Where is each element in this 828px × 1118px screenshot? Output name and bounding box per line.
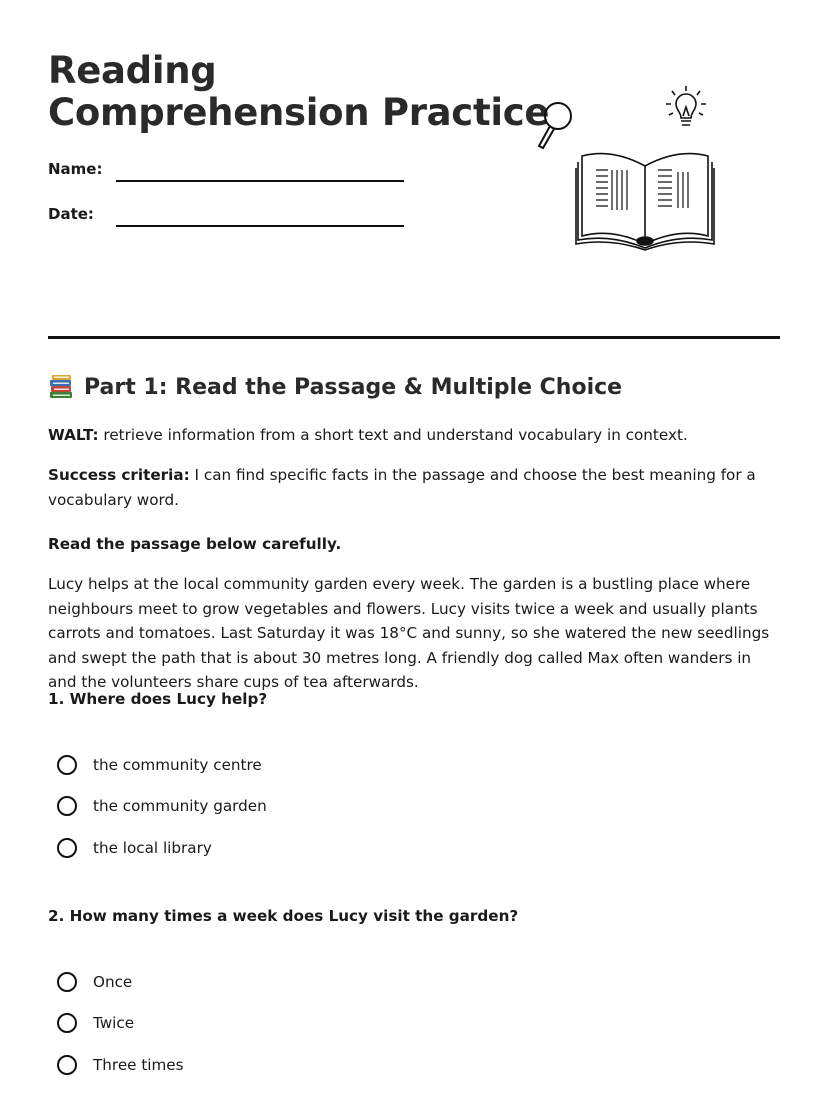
walt-label: WALT: [48, 426, 99, 444]
open-book-icon [576, 154, 714, 250]
title-line-2: Comprehension Practice [48, 91, 550, 134]
magnifying-glass-icon [539, 103, 571, 148]
q2-option-2[interactable] [57, 1010, 134, 1036]
date-input-line[interactable] [116, 225, 404, 227]
radio-button[interactable] [57, 796, 77, 816]
option-label: Once [93, 973, 133, 991]
radio-button[interactable] [57, 1013, 77, 1033]
page-title [48, 50, 549, 134]
part1-heading [48, 374, 622, 400]
q2-option-1[interactable] [57, 969, 132, 995]
hero-illustration [530, 86, 720, 256]
part1-heading-text: Part 1: Read the Passage & Multiple Choice [84, 374, 623, 400]
radio-button[interactable] [57, 1055, 77, 1075]
reading-instruction: Read the passage below carefully. [48, 535, 342, 553]
lightbulb-icon [666, 86, 706, 125]
success-criteria-paragraph [48, 463, 783, 512]
name-label: Name: [48, 160, 103, 178]
option-label: Twice [93, 1014, 135, 1032]
q1-option-2[interactable] [57, 793, 267, 819]
q1-option-1[interactable] [57, 752, 262, 778]
title-line-1: Reading [48, 49, 217, 92]
success-criteria-label: Success criteria: [48, 466, 190, 484]
option-label: the community centre [93, 756, 262, 774]
walt-paragraph [48, 423, 783, 448]
option-label: Three times [93, 1056, 184, 1074]
reading-passage: Lucy helps at the local community garden every week. The garden is a bustling place where neighbours meet to grow vegetables and flowers. Lucy visits twice a week and usually plants carrots and tomatoes. Last Saturday it was 18°C and sunny, so she watered the new seedlings and swept the path that is about 30 metres long. A friendly dog called Max often wanders in and the volunteers share cups of tea afterwards. [48, 575, 770, 691]
date-label: Date: [48, 205, 94, 223]
radio-button[interactable] [57, 972, 77, 992]
q2-option-3[interactable] [57, 1052, 184, 1078]
books-icon [48, 374, 74, 400]
radio-button[interactable] [57, 755, 77, 775]
option-label: the community garden [93, 797, 267, 815]
name-input-line[interactable] [116, 180, 404, 182]
radio-button[interactable] [57, 838, 77, 858]
q1-option-3[interactable] [57, 835, 212, 861]
success-criteria-text: I can find specific facts in the passage and choose the best meaning for a vocabulary word. [48, 466, 756, 509]
section-divider [48, 336, 780, 339]
question-2-title: 2. How many times a week does Lucy visit the garden? [48, 907, 519, 925]
walt-text: retrieve information from a short text and understand vocabulary in context. [98, 426, 688, 444]
question-1-title: 1. Where does Lucy help? [48, 690, 268, 708]
option-label: the local library [93, 839, 212, 857]
